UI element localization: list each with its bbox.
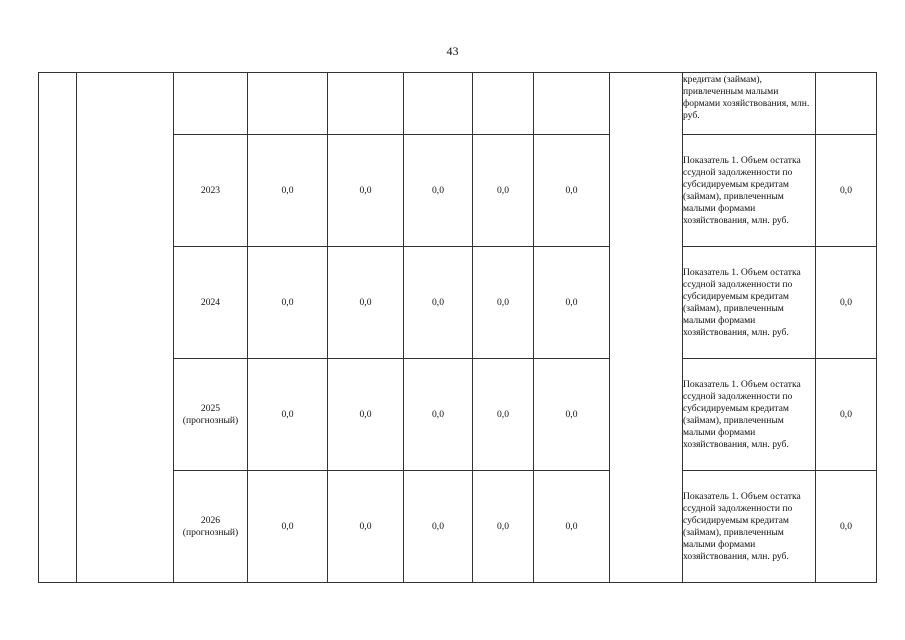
value-cell: 0,0 <box>248 247 328 359</box>
value-cell: 0,0 <box>404 359 473 471</box>
value-cell: 0,0 <box>473 135 534 247</box>
indicator-text: Показатель 1. Объем остатка ссудной задолженности по субсидируемым кредитам (займам), привлеченным малыми формами хозяйствования, млн. руб. <box>683 379 801 450</box>
name-column-cell <box>77 73 174 583</box>
value-cell: 0,0 <box>404 247 473 359</box>
value-cell: 0,0 <box>248 135 328 247</box>
value-cell <box>473 73 534 135</box>
value-cell: 0,0 <box>473 471 534 583</box>
value-cell: 0,0 <box>328 135 404 247</box>
merged-cell <box>610 73 683 583</box>
year-cell <box>174 135 248 247</box>
value-cell: 0,0 <box>534 471 610 583</box>
value-cell: 0,0 <box>328 247 404 359</box>
year-label: 2024 <box>200 296 221 308</box>
indicator-text: кредитам (займам), привлеченным малыми формами хозяйствования, млн. руб. <box>683 74 810 121</box>
indicator-value-cell: 0,0 <box>816 359 877 471</box>
indicator-cell <box>683 135 816 247</box>
value-cell <box>534 73 610 135</box>
value-cell <box>248 73 328 135</box>
indicator-value-cell: 0,0 <box>816 471 877 583</box>
value-cell <box>328 73 404 135</box>
value-cell: 0,0 <box>404 471 473 583</box>
year-cell <box>174 247 248 359</box>
value-cell: 0,0 <box>248 359 328 471</box>
indicator-cell <box>683 359 816 471</box>
value-cell: 0,0 <box>534 359 610 471</box>
page-number: 43 <box>446 44 459 58</box>
value-cell: 0,0 <box>328 471 404 583</box>
value-cell <box>404 73 473 135</box>
value-cell: 0,0 <box>534 135 610 247</box>
indicator-value-cell: 0,0 <box>816 135 877 247</box>
value-cell: 0,0 <box>534 247 610 359</box>
indicator-text: Показатель 1. Объем остатка ссудной задолженности по субсидируемым кредитам (займам), привлеченным малыми формами хозяйствования, млн. руб. <box>683 491 801 562</box>
year-label: 2026 <box>200 514 221 526</box>
value-cell: 0,0 <box>473 359 534 471</box>
indicator-cell <box>683 247 816 359</box>
value-cell: 0,0 <box>473 247 534 359</box>
indicator-text: Показатель 1. Объем остатка ссудной задолженности по субсидируемым кредитам (займам), привлеченным малыми формами хозяйствования, млн. руб. <box>683 155 801 226</box>
number-column-cell <box>39 73 77 583</box>
indicator-value-cell: 0,0 <box>816 247 877 359</box>
value-cell: 0,0 <box>248 471 328 583</box>
year-cell <box>174 73 248 135</box>
value-cell: 0,0 <box>404 135 473 247</box>
year-note: (прогнозный) <box>182 414 239 426</box>
indicator-text: Показатель 1. Объем остатка ссудной задолженности по субсидируемым кредитам (займам), привлеченным малыми формами хозяйствования, млн. руб. <box>683 267 801 338</box>
indicator-cell <box>683 73 816 135</box>
value-cell: 0,0 <box>328 359 404 471</box>
indicator-value-cell <box>816 73 877 135</box>
year-label: 2025 <box>200 402 221 414</box>
indicator-cell <box>683 471 816 583</box>
year-note: (прогнозный) <box>182 526 239 538</box>
year-cell <box>174 359 248 471</box>
program-table <box>38 72 877 583</box>
table-row-continuation <box>39 73 877 135</box>
year-label: 2023 <box>200 184 221 196</box>
year-cell <box>174 471 248 583</box>
